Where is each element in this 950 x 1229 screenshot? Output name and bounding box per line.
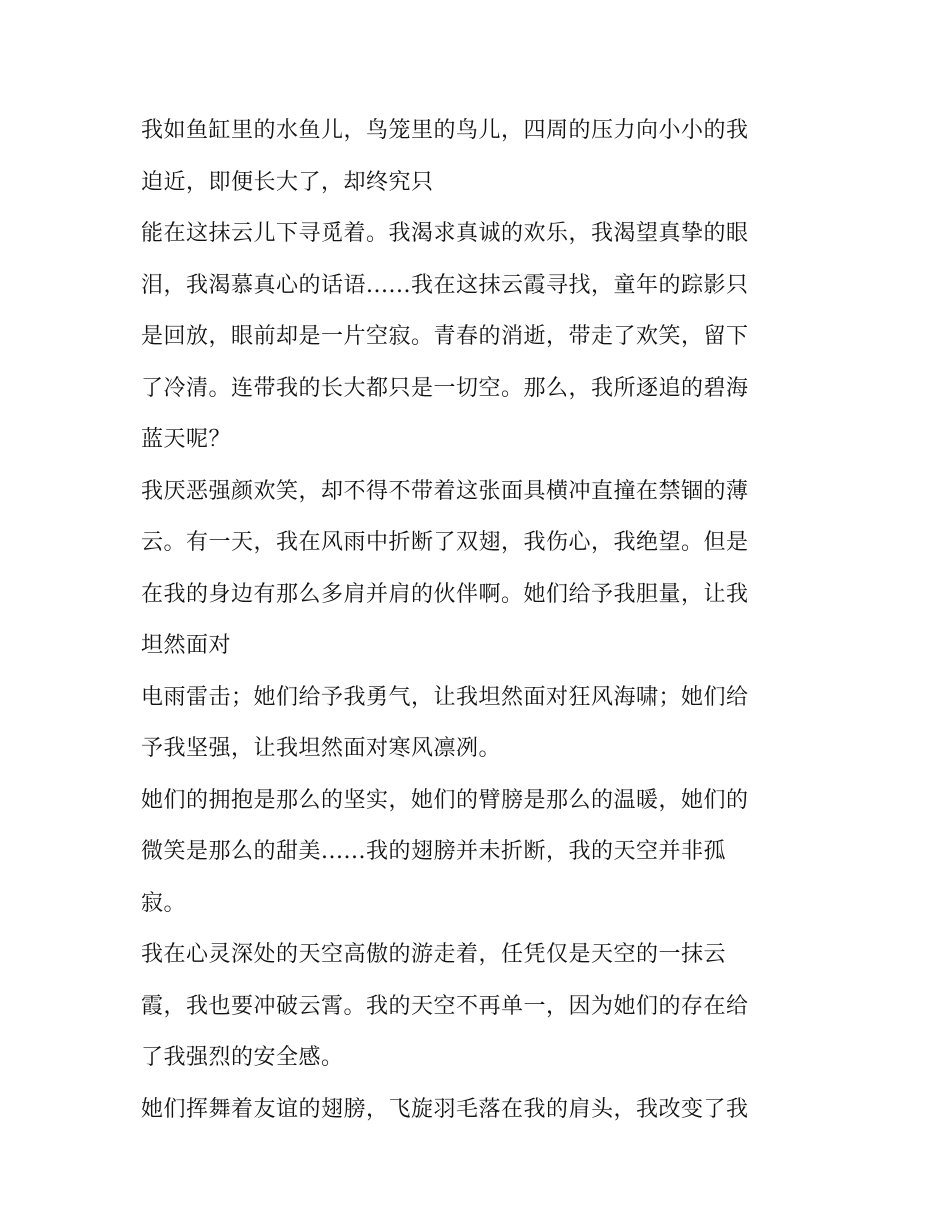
text-line: 在我的身边有那么多肩并肩的伙伴啊。她们给予我胆量，让我 (141, 581, 749, 607)
text-line: 我如鱼缸里的水鱼儿，鸟笼里的鸟儿，四周的压力向小小的我 (141, 118, 749, 143)
text-line: 蓝天呢？ (141, 427, 232, 452)
text-line: 云。有一天，我在风雨中折断了双翅，我伤心，我绝望。但是 (141, 530, 749, 555)
text-line: 她们的拥抱是那么的坚实，她们的臂膀是那么的温暖，她们的 (141, 787, 749, 813)
text-line: 了我强烈的安全感。 (141, 1045, 344, 1070)
text-line: 是回放，眼前却是一片空寂。青春的消逝，带走了欢笑，留下 (141, 324, 749, 349)
text-line: 霞，我也要冲破云霄。我的天空不再单一，因为她们的存在给 (141, 993, 749, 1019)
text-line: 了冷清。连带我的长大都只是一切空。那么，我所逐追的碧海 (141, 375, 749, 401)
text-line: 能在这抹云儿下寻觅着。我渴求真诚的欢乐，我渴望真挚的眼 (141, 221, 749, 246)
text-line: 坦然面对 (141, 633, 232, 658)
text-line: 泪，我渴慕真心的话语......我在这抹云霞寻找，童年的踪影只 (141, 272, 749, 298)
text-line: 微笑是那么的甜美......我的翅膀并未折断，我的天空并非孤 (141, 839, 726, 864)
text-line: 寂。 (141, 890, 187, 916)
text-line: 我厌恶强颜欢笑，却不得不带着这张面具横冲直撞在禁锢的薄 (141, 478, 749, 504)
text-line: 她们挥舞着友谊的翅膀，飞旋羽毛落在我的肩头，我改变了我 (141, 1096, 749, 1122)
text-line: 予我坚强，让我坦然面对寒风凛冽。 (141, 736, 502, 761)
text-line: 迫近，即便长大了，却终究只 (141, 169, 434, 195)
text-line: 我在心灵深处的天空高傲的游走着，任凭仅是天空的一抹云 (141, 942, 727, 967)
body-text (141, 105, 821, 1135)
text-line: 电雨雷击；她们给予我勇气，让我坦然面对狂风海啸；她们给 (141, 684, 749, 710)
